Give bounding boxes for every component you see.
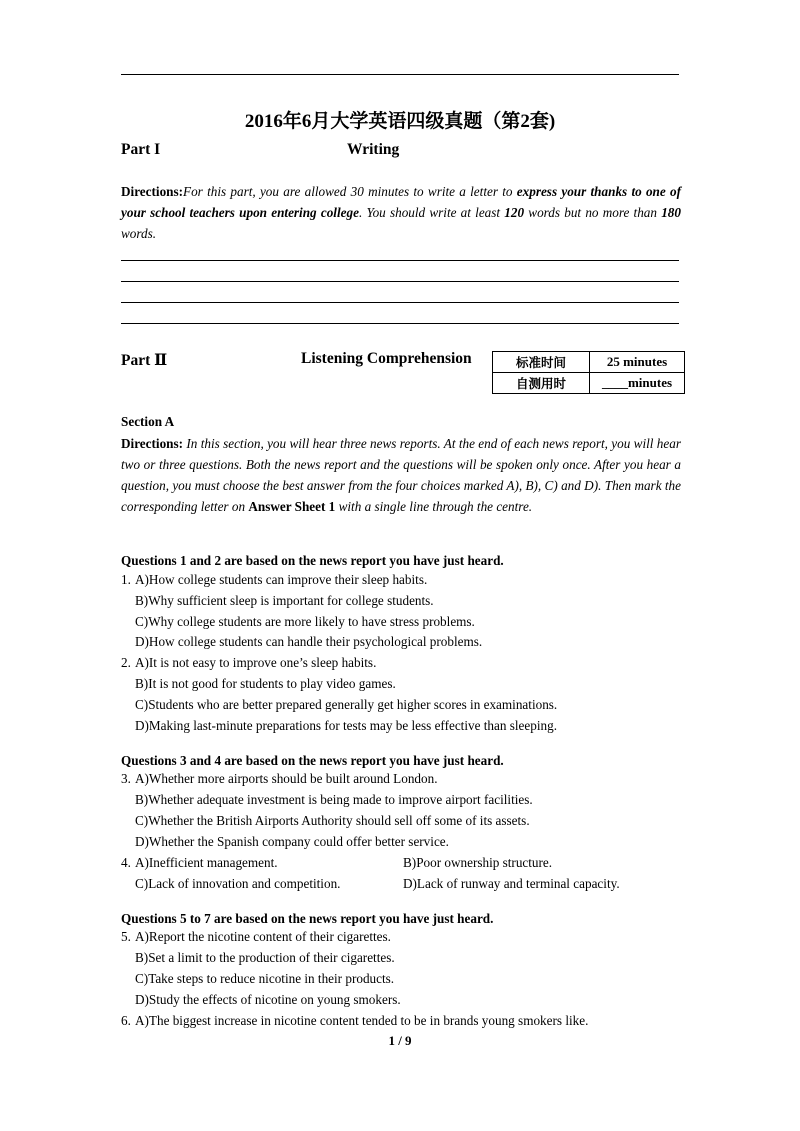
question-group-heading: Questions 5 to 7 are based on the news report you have just heard. xyxy=(121,911,494,926)
option-c: C)Why college students are more likely to have stress problems. xyxy=(135,614,475,629)
writing-line xyxy=(121,323,679,324)
top-rule xyxy=(121,74,679,75)
writing-line xyxy=(121,281,679,282)
page-title: 2016年6月大学英语四级真题（第2套) xyxy=(244,111,556,132)
part1-directions: Directions:For this part, you are allowed 30 minutes to write a letter to express your thanks to one of your school teachers upon entering college. You should write at least 120 words but no more than 180 words. xyxy=(121,184,681,241)
option-d: D)Whether the Spanish company could offer better service. xyxy=(135,834,449,849)
option-c: C)Lack of innovation and competition. xyxy=(135,876,341,891)
question-number: 6. xyxy=(121,1013,131,1028)
part2-label: Part Ⅱ xyxy=(121,352,168,369)
option-a: A)The biggest increase in nicotine content tended to be in brands young smokers like. xyxy=(135,1013,589,1028)
directions-label: Directions: xyxy=(121,436,184,451)
question-number: 2. xyxy=(121,655,131,670)
part1-label: Part I xyxy=(121,141,161,158)
option-b: B)Set a limit to the production of their cigarettes. xyxy=(135,950,395,965)
part2-name: Listening Comprehension xyxy=(301,350,472,367)
option-c: C)Take steps to reduce nicotine in their products. xyxy=(135,971,395,986)
option-c: C)Students who are better prepared generally get higher scores in examinations. xyxy=(135,697,558,712)
self-time-value: ____minutes xyxy=(590,373,685,394)
writing-line xyxy=(121,302,679,303)
option-b: B)Poor ownership structure. xyxy=(403,855,553,870)
directions-label: Directions: xyxy=(121,184,184,199)
option-d: D)Lack of runway and terminal capacity. xyxy=(403,876,620,891)
section-a-title: Section A xyxy=(121,414,175,429)
writing-topic: express your thanks to one of your school teachers upon entering college xyxy=(121,184,681,220)
writing-line xyxy=(121,260,679,261)
standard-time-value: 25 minutes xyxy=(590,352,685,373)
option-d: D)Making last-minute preparations for tests may be less effective than sleeping. xyxy=(135,718,557,733)
option-a: A)Whether more airports should be built around London. xyxy=(135,771,438,786)
min-words: 120 xyxy=(504,205,525,220)
time-table xyxy=(492,351,685,394)
question-group-heading: Questions 1 and 2 are based on the news report you have just heard. xyxy=(121,553,504,568)
option-c: C)Whether the British Airports Authority should sell off some of its assets. xyxy=(135,813,530,828)
option-a: A)How college students can improve their sleep habits. xyxy=(135,572,428,587)
option-a: A)It is not easy to improve one’s sleep habits. xyxy=(135,655,377,670)
part1-name: Writing xyxy=(347,141,400,158)
question-number: 5. xyxy=(121,929,131,944)
option-a: A)Report the nicotine content of their cigarettes. xyxy=(135,929,391,944)
section-a-directions: Directions: In this section, you will hear three news reports. At the end of each news report, you will hear two or three questions. Both the news report and the questions will be spoken only once. After you hear a question, you must choose the best answer from the four choices marked A), B), C) and D). Then mark the corresponding letter on Answer Sheet 1 with a single line through the centre. xyxy=(121,436,681,514)
self-time-label: 自测用时 xyxy=(493,373,590,394)
option-a: A)Inefficient management. xyxy=(135,855,278,870)
standard-time-label: 标准时间 xyxy=(493,352,590,373)
option-b: B)It is not good for students to play video games. xyxy=(135,676,396,691)
option-b: B)Why sufficient sleep is important for college students. xyxy=(135,593,434,608)
answer-sheet-label: Answer Sheet 1 xyxy=(248,499,336,514)
question-number: 3. xyxy=(121,771,131,786)
question-number: 1. xyxy=(121,572,131,587)
option-d: D)How college students can handle their psychological problems. xyxy=(135,634,483,649)
question-number: 4. xyxy=(121,855,131,870)
option-b: B)Whether adequate investment is being made to improve airport facilities. xyxy=(135,792,533,807)
question-group-heading: Questions 3 and 4 are based on the news report you have just heard. xyxy=(121,753,504,768)
page-number: 1 / 9 xyxy=(388,1033,412,1048)
max-words: 180 xyxy=(661,205,681,220)
option-d: D)Study the effects of nicotine on young smokers. xyxy=(135,992,401,1007)
